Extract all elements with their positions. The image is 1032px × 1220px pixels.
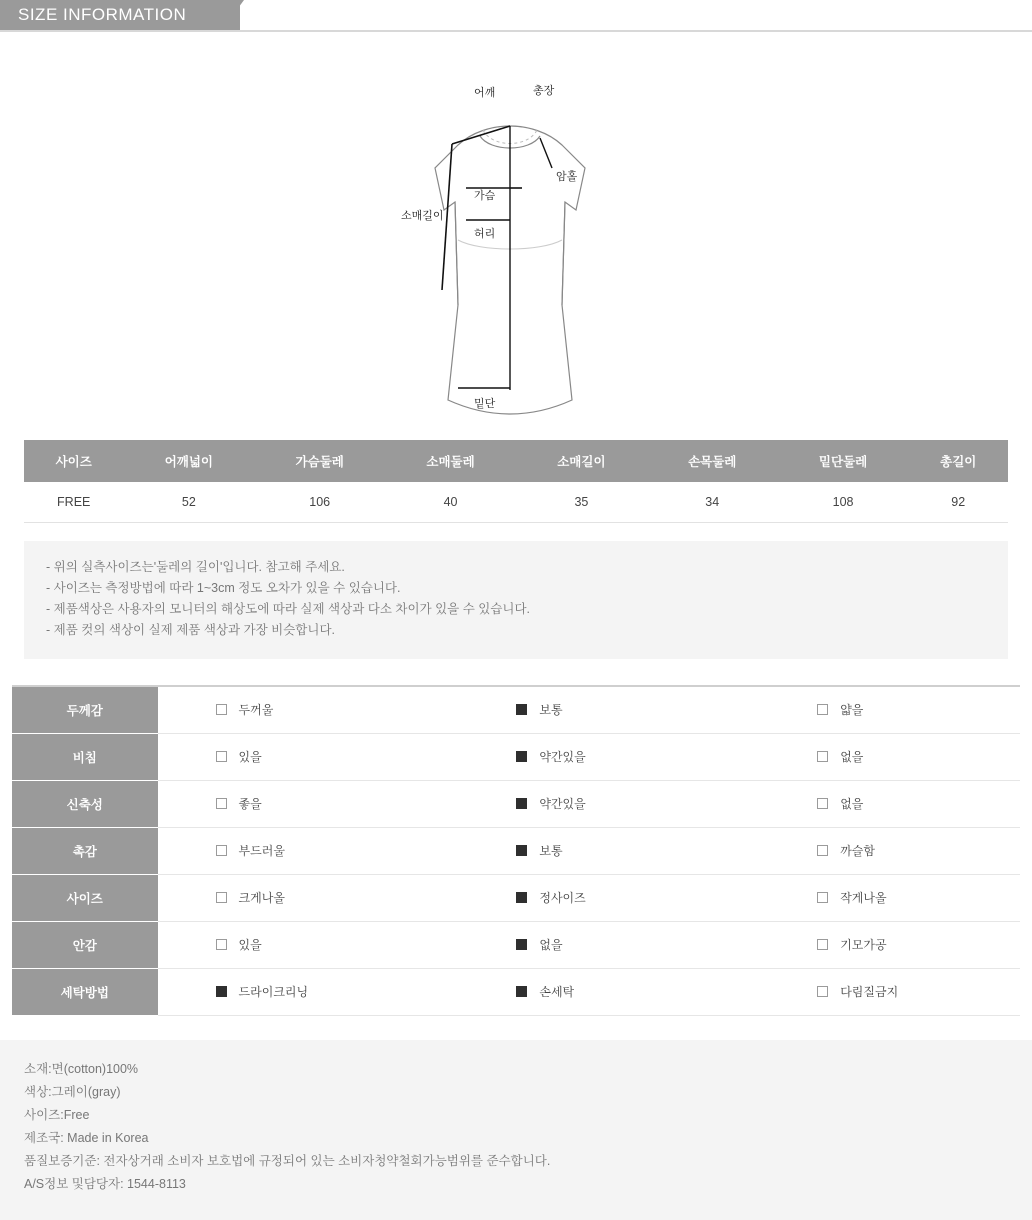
fabric-option-label: 얇을 [840,703,864,718]
diagram-label-hem: 밑단 [474,398,496,410]
checkbox-icon[interactable] [817,986,828,997]
size-table-header-row [24,440,1008,482]
checkbox-icon[interactable] [216,704,227,715]
size-table-header-cell: 어깨넓이 [123,440,254,482]
size-table-cell: 108 [778,482,909,523]
fabric-category-label: 비침 [12,733,158,780]
checkbox-checked-icon[interactable] [516,986,527,997]
checkbox-icon[interactable] [216,798,227,809]
fabric-option-label: 있을 [238,938,262,952]
product-info-line: 색상:그레이(gray) [24,1084,121,1099]
size-table-header-cell: 소매둘레 [385,440,516,482]
fabric-option[interactable] [759,874,1020,921]
fabric-option[interactable] [458,921,759,968]
fabric-option[interactable] [458,686,759,733]
checkbox-icon[interactable] [817,704,828,715]
fabric-row [12,686,1020,733]
note-line: - 제품색상은 사용자의 모니터의 해상도에 따라 실제 색상과 다소 차이가 있을 수 있습니다. [46,602,531,616]
size-measurement-table [24,440,1008,523]
note-line: - 사이즈는 측정방법에 따라 1~3cm 정도 오차가 있을 수 있습니다. [46,581,401,595]
fabric-option-label: 없을 [840,750,864,764]
fabric-option[interactable] [158,921,459,968]
product-info-line: 제조국: Made in Korea [24,1130,149,1145]
product-info-line: A/S정보 및담당자: 1544-8113 [24,1176,186,1191]
size-notes [24,541,1008,659]
size-table-header-cell: 가슴둘레 [254,440,385,482]
fabric-row [12,921,1020,968]
size-table-cell: 52 [123,482,254,523]
fabric-option-label: 없을 [539,938,563,952]
checkbox-checked-icon[interactable] [516,798,527,809]
fabric-option[interactable] [158,686,459,733]
checkbox-icon[interactable] [216,845,227,856]
checkbox-icon[interactable] [216,939,227,950]
fabric-option-label: 있을 [238,750,262,764]
checkbox-icon[interactable] [817,798,828,809]
fabric-option[interactable] [458,827,759,874]
size-table-header-cell: 소매길이 [516,440,647,482]
fabric-category-label: 촉감 [12,827,158,874]
fabric-option[interactable] [458,780,759,827]
fabric-option-label: 손세탁 [539,985,575,999]
header-tab [0,0,240,30]
fabric-option-label: 드라이크리닝 [238,985,309,999]
diagram-label-sleeve-length: 소매길이 [401,210,444,222]
page-title: SIZE INFORMATION [18,5,187,24]
fabric-option[interactable] [759,733,1020,780]
fabric-option-label: 보통 [539,844,563,858]
fabric-option-label: 좋을 [238,797,262,811]
size-table-cell: 34 [647,482,778,523]
product-info-line: 소재:면(cotton)100% [24,1061,139,1076]
fabric-option[interactable] [759,921,1020,968]
fabric-row [12,733,1020,780]
size-table-header-cell: 밑단둘레 [778,440,909,482]
fabric-option[interactable] [158,827,459,874]
size-table-header-cell: 사이즈 [24,440,123,482]
note-line: - 제품 컷의 색상이 실제 제품 색상과 가장 비슷합니다. [46,623,335,637]
size-table-header-cell: 손목둘레 [647,440,778,482]
fabric-row [12,780,1020,827]
fabric-option[interactable] [759,780,1020,827]
fabric-option[interactable] [458,968,759,1015]
fabric-option-label: 정사이즈 [539,891,586,905]
fabric-category-label: 사이즈 [12,874,158,921]
fabric-option-label: 부드러울 [238,844,285,858]
product-info-line: 품질보증기준: 전자상거래 소비자 보호법에 규정되어 있는 소비자청약철회가능범위를 준수합니다. [24,1153,551,1168]
checkbox-checked-icon[interactable] [516,751,527,762]
checkbox-icon[interactable] [216,892,227,903]
diagram-label-total-length: 총장 [533,85,555,97]
diagram-label-armhole: 암홀 [556,171,578,183]
fabric-option-label: 크게나올 [238,891,285,905]
diagram-label-chest: 가슴 [474,190,496,202]
note-line: - 위의 실측사이즈는'둘레의 길이'입니다. 참고해 주세요. [46,560,345,574]
fabric-row [12,968,1020,1015]
fabric-option-label: 기모가공 [840,938,887,952]
fabric-category-label: 안감 [12,921,158,968]
fabric-option-label: 약간있을 [539,750,586,764]
fabric-option[interactable] [759,686,1020,733]
checkbox-checked-icon[interactable] [516,845,527,856]
fabric-option[interactable] [458,874,759,921]
fabric-option[interactable] [158,968,459,1015]
checkbox-icon[interactable] [817,845,828,856]
checkbox-checked-icon[interactable] [516,892,527,903]
checkbox-checked-icon[interactable] [516,939,527,950]
checkbox-icon[interactable] [216,751,227,762]
fabric-option-label: 다림질금지 [840,985,899,999]
fabric-category-label: 신축성 [12,780,158,827]
table-row [24,482,1008,523]
dress-diagram [380,85,640,430]
size-table-cell: 40 [385,482,516,523]
checkbox-checked-icon[interactable] [516,704,527,715]
fabric-option[interactable] [158,733,459,780]
size-table-cell: FREE [24,482,123,523]
fabric-category-label: 세탁방법 [12,968,158,1015]
product-info-line: 사이즈:Free [24,1107,90,1122]
size-table-cell: 35 [516,482,647,523]
fabric-row [12,827,1020,874]
fabric-option-label: 까슬함 [840,844,875,858]
size-table-header-cell: 총길이 [909,440,1009,482]
fabric-option[interactable] [158,780,459,827]
fabric-option[interactable] [759,968,1020,1015]
dress-outline-icon [380,90,640,430]
fabric-option-label: 두꺼울 [238,703,274,718]
header-tab-slant [222,0,244,30]
size-table-cell: 106 [254,482,385,523]
fabric-option-label: 약간있을 [539,797,586,811]
diagram-label-shoulder: 어깨 [474,87,496,99]
fabric-category-label: 두께감 [12,686,158,733]
checkbox-icon[interactable] [817,892,828,903]
diagram-label-waist: 허리 [474,228,496,240]
fabric-properties-table [12,685,1020,1016]
checkbox-icon[interactable] [817,751,828,762]
fabric-option[interactable] [458,733,759,780]
checkbox-icon[interactable] [817,939,828,950]
size-table-cell: 92 [909,482,1009,523]
fabric-option-label: 작게나올 [840,891,887,905]
garment-diagram-area [0,30,1032,440]
fabric-option-label: 보통 [539,703,563,718]
fabric-option[interactable] [158,874,459,921]
section-header [0,0,1032,30]
checkbox-checked-icon[interactable] [216,986,227,997]
product-info [0,1040,1032,1220]
fabric-option-label: 없을 [840,797,864,811]
fabric-row [12,874,1020,921]
fabric-option[interactable] [759,827,1020,874]
